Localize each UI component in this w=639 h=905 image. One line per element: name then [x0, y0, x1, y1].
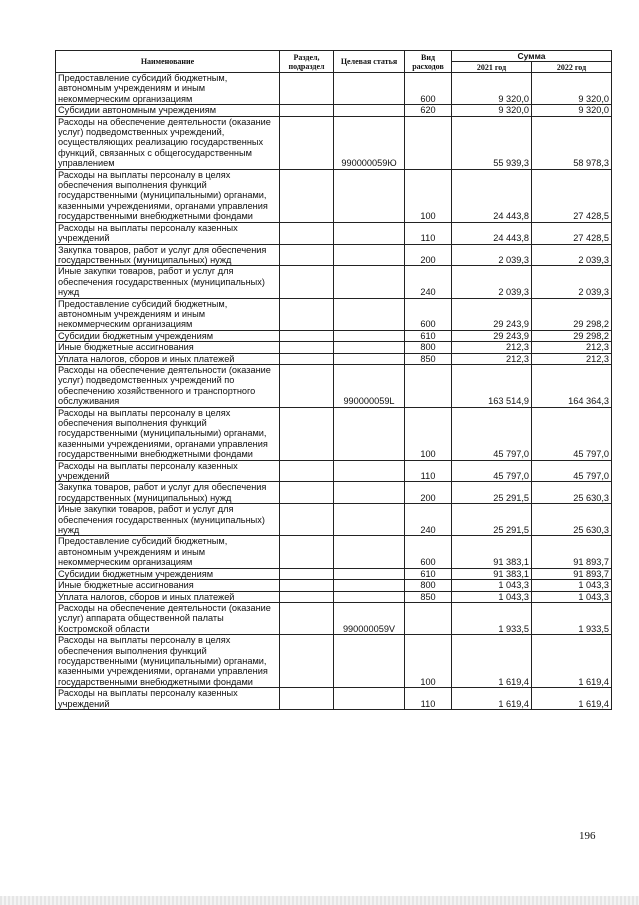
header-year-2021: 2021 год: [452, 62, 532, 73]
table-row: [56, 688, 612, 710]
row-expense-type: 240: [405, 266, 452, 298]
header-sum: Сумма: [452, 51, 612, 62]
row-name: Иные закупки товаров, работ и услуг для обеспечения государственных (муниципальных) нужд: [56, 266, 280, 298]
table-row: [56, 116, 612, 169]
table-row: [56, 169, 612, 222]
header-type: Вид расходов: [405, 51, 452, 73]
row-expense-type: 100: [405, 169, 452, 222]
row-amount-2021: 91 383,1: [452, 568, 532, 579]
row-section: [280, 364, 334, 407]
row-section: [280, 482, 334, 504]
row-target-article: [334, 298, 405, 330]
table-row: [56, 353, 612, 364]
row-target-article: [334, 105, 405, 116]
row-expense-type: 800: [405, 580, 452, 591]
table-row: [56, 73, 612, 105]
row-amount-2021: 9 320,0: [452, 73, 532, 105]
row-amount-2021: 24 443,8: [452, 169, 532, 222]
row-section: [280, 568, 334, 579]
table-row: [56, 635, 612, 688]
row-section: [280, 330, 334, 341]
row-expense-type: 850: [405, 591, 452, 602]
table-row: [56, 460, 612, 482]
row-amount-2022: 29 298,2: [532, 298, 612, 330]
row-amount-2021: 29 243,9: [452, 330, 532, 341]
scan-edge: [0, 896, 639, 905]
row-section: [280, 580, 334, 591]
row-name: Уплата налогов, сборов и иных платежей: [56, 591, 280, 602]
row-section: [280, 342, 334, 353]
row-expense-type: 610: [405, 568, 452, 579]
row-name: Расходы на выплаты персоналу в целях обеспечения выполнения функций государственными (муниципальными) органами, казенными учреждениями, органами управления государственными внебюджетными фондами: [56, 407, 280, 460]
table-row: [56, 364, 612, 407]
row-target-article: [334, 568, 405, 579]
row-target-article: 990000059V: [334, 602, 405, 634]
budget-table: [55, 50, 612, 710]
row-section: [280, 688, 334, 710]
row-amount-2022: 9 320,0: [532, 105, 612, 116]
row-amount-2021: 1 043,3: [452, 591, 532, 602]
table-row: [56, 602, 612, 634]
row-target-article: [334, 688, 405, 710]
row-amount-2021: 2 039,3: [452, 244, 532, 266]
row-amount-2022: 29 298,2: [532, 330, 612, 341]
header-section: Раздел, подраздел: [280, 51, 334, 73]
row-amount-2022: 1 619,4: [532, 688, 612, 710]
row-expense-type: 600: [405, 298, 452, 330]
row-target-article: 990000059Ю: [334, 116, 405, 169]
row-amount-2022: 58 978,3: [532, 116, 612, 169]
table-row: [56, 482, 612, 504]
row-amount-2022: 9 320,0: [532, 73, 612, 105]
row-section: [280, 460, 334, 482]
row-section: [280, 536, 334, 568]
row-name: Субсидии бюджетным учреждениям: [56, 568, 280, 579]
row-expense-type: 620: [405, 105, 452, 116]
row-name: Иные бюджетные ассигнования: [56, 342, 280, 353]
row-amount-2021: 212,3: [452, 342, 532, 353]
row-name: Расходы на обеспечение деятельности (оказание услуг) подведомственных учреждений, осуществляющих реализацию государственных функций, связанных с общегосударственным управлением: [56, 116, 280, 169]
row-name: Расходы на выплаты персоналу казенных учреждений: [56, 688, 280, 710]
page-number: 196: [579, 830, 596, 842]
table-row: [56, 105, 612, 116]
row-name: Предоставление субсидий бюджетным, автономным учреждениям и иным некоммерческим организациям: [56, 73, 280, 105]
row-amount-2022: 1 619,4: [532, 635, 612, 688]
row-section: [280, 298, 334, 330]
row-target-article: [334, 330, 405, 341]
row-amount-2021: 1 619,4: [452, 635, 532, 688]
row-section: [280, 407, 334, 460]
row-name: Иные закупки товаров, работ и услуг для обеспечения государственных (муниципальных) нужд: [56, 504, 280, 536]
row-amount-2022: 91 893,7: [532, 536, 612, 568]
row-target-article: [334, 266, 405, 298]
row-name: Расходы на обеспечение деятельности (оказание услуг) подведомственных учреждений по обеспечению хозяйственного и транспортного обслуживания: [56, 364, 280, 407]
row-expense-type: 100: [405, 407, 452, 460]
row-target-article: 990000059L: [334, 364, 405, 407]
row-amount-2022: 2 039,3: [532, 244, 612, 266]
row-expense-type: 200: [405, 482, 452, 504]
row-amount-2021: 1 619,4: [452, 688, 532, 710]
row-target-article: [334, 504, 405, 536]
row-target-article: [334, 591, 405, 602]
table-row: [56, 568, 612, 579]
row-amount-2022: 25 630,3: [532, 504, 612, 536]
row-name: Закупка товаров, работ и услуг для обеспечения государственных (муниципальных) нужд: [56, 482, 280, 504]
row-target-article: [334, 482, 405, 504]
row-expense-type: 200: [405, 244, 452, 266]
row-target-article: [334, 460, 405, 482]
row-expense-type: [405, 116, 452, 169]
row-name: Расходы на выплаты персоналу в целях обеспечения выполнения функций государственными (муниципальными) органами, казенными учреждениями, органами управления государственными внебюджетными фондами: [56, 169, 280, 222]
row-amount-2022: 27 428,5: [532, 169, 612, 222]
row-name: Предоставление субсидий бюджетным, автономным учреждениям и иным некоммерческим организациям: [56, 536, 280, 568]
row-amount-2022: 1 043,3: [532, 580, 612, 591]
row-target-article: [334, 73, 405, 105]
row-name: Уплата налогов, сборов и иных платежей: [56, 353, 280, 364]
table-row: [56, 342, 612, 353]
row-amount-2021: 45 797,0: [452, 407, 532, 460]
table-row: [56, 591, 612, 602]
row-expense-type: 600: [405, 73, 452, 105]
header-target: Целевая статья: [334, 51, 405, 73]
row-target-article: [334, 635, 405, 688]
row-amount-2021: 91 383,1: [452, 536, 532, 568]
row-expense-type: 610: [405, 330, 452, 341]
row-expense-type: 600: [405, 536, 452, 568]
table-row: [56, 580, 612, 591]
row-expense-type: [405, 364, 452, 407]
row-expense-type: [405, 602, 452, 634]
row-amount-2022: 25 630,3: [532, 482, 612, 504]
row-target-article: [334, 353, 405, 364]
row-amount-2022: 27 428,5: [532, 222, 612, 244]
row-amount-2021: 1 933,5: [452, 602, 532, 634]
row-section: [280, 169, 334, 222]
row-amount-2022: 164 364,3: [532, 364, 612, 407]
row-section: [280, 266, 334, 298]
table-row: [56, 266, 612, 298]
row-amount-2021: 9 320,0: [452, 105, 532, 116]
row-name: Предоставление субсидий бюджетным, автономным учреждениям и иным некоммерческим организациям: [56, 298, 280, 330]
table-row: [56, 222, 612, 244]
table-body: [56, 73, 612, 710]
row-amount-2022: 91 893,7: [532, 568, 612, 579]
row-amount-2021: 212,3: [452, 353, 532, 364]
table-row: [56, 504, 612, 536]
row-expense-type: 110: [405, 460, 452, 482]
row-section: [280, 353, 334, 364]
row-amount-2021: 163 514,9: [452, 364, 532, 407]
row-expense-type: 850: [405, 353, 452, 364]
row-name: Расходы на выплаты персоналу казенных учреждений: [56, 460, 280, 482]
row-amount-2022: 2 039,3: [532, 266, 612, 298]
row-amount-2022: 1 043,3: [532, 591, 612, 602]
row-amount-2022: 212,3: [532, 342, 612, 353]
row-target-article: [334, 580, 405, 591]
row-amount-2022: 1 933,5: [532, 602, 612, 634]
row-target-article: [334, 342, 405, 353]
table-row: [56, 330, 612, 341]
table-row: [56, 536, 612, 568]
row-amount-2021: 25 291,5: [452, 482, 532, 504]
row-section: [280, 116, 334, 169]
row-amount-2022: 45 797,0: [532, 460, 612, 482]
row-target-article: [334, 407, 405, 460]
row-amount-2022: 45 797,0: [532, 407, 612, 460]
row-amount-2021: 1 043,3: [452, 580, 532, 591]
row-amount-2021: 2 039,3: [452, 266, 532, 298]
row-target-article: [334, 536, 405, 568]
row-name: Расходы на обеспечение деятельности (оказание услуг) аппарата общественной палаты Костромской области: [56, 602, 280, 634]
row-name: Иные бюджетные ассигнования: [56, 580, 280, 591]
row-amount-2021: 25 291,5: [452, 504, 532, 536]
row-name: Расходы на выплаты персоналу в целях обеспечения выполнения функций государственными (муниципальными) органами, казенными учреждениями, органами управления государственными внебюджетными фондами: [56, 635, 280, 688]
row-section: [280, 504, 334, 536]
row-section: [280, 73, 334, 105]
row-name: Субсидии бюджетным учреждениям: [56, 330, 280, 341]
row-name: Закупка товаров, работ и услуг для обеспечения государственных (муниципальных) нужд: [56, 244, 280, 266]
row-name: Расходы на выплаты персоналу казенных учреждений: [56, 222, 280, 244]
row-section: [280, 244, 334, 266]
row-name: Субсидии автономным учреждениям: [56, 105, 280, 116]
row-expense-type: 110: [405, 222, 452, 244]
table-row: [56, 407, 612, 460]
row-section: [280, 635, 334, 688]
row-section: [280, 591, 334, 602]
header-name: Наименование: [56, 51, 280, 73]
row-target-article: [334, 244, 405, 266]
row-amount-2021: 29 243,9: [452, 298, 532, 330]
row-amount-2022: 212,3: [532, 353, 612, 364]
row-section: [280, 602, 334, 634]
row-amount-2021: 45 797,0: [452, 460, 532, 482]
table-row: [56, 298, 612, 330]
row-amount-2021: 55 939,3: [452, 116, 532, 169]
row-expense-type: 800: [405, 342, 452, 353]
table-header: [56, 51, 612, 73]
row-section: [280, 105, 334, 116]
row-section: [280, 222, 334, 244]
row-expense-type: 240: [405, 504, 452, 536]
table-row: [56, 244, 612, 266]
row-expense-type: 110: [405, 688, 452, 710]
row-target-article: [334, 169, 405, 222]
row-expense-type: 100: [405, 635, 452, 688]
row-target-article: [334, 222, 405, 244]
row-amount-2021: 24 443,8: [452, 222, 532, 244]
header-year-2022: 2022 год: [532, 62, 612, 73]
